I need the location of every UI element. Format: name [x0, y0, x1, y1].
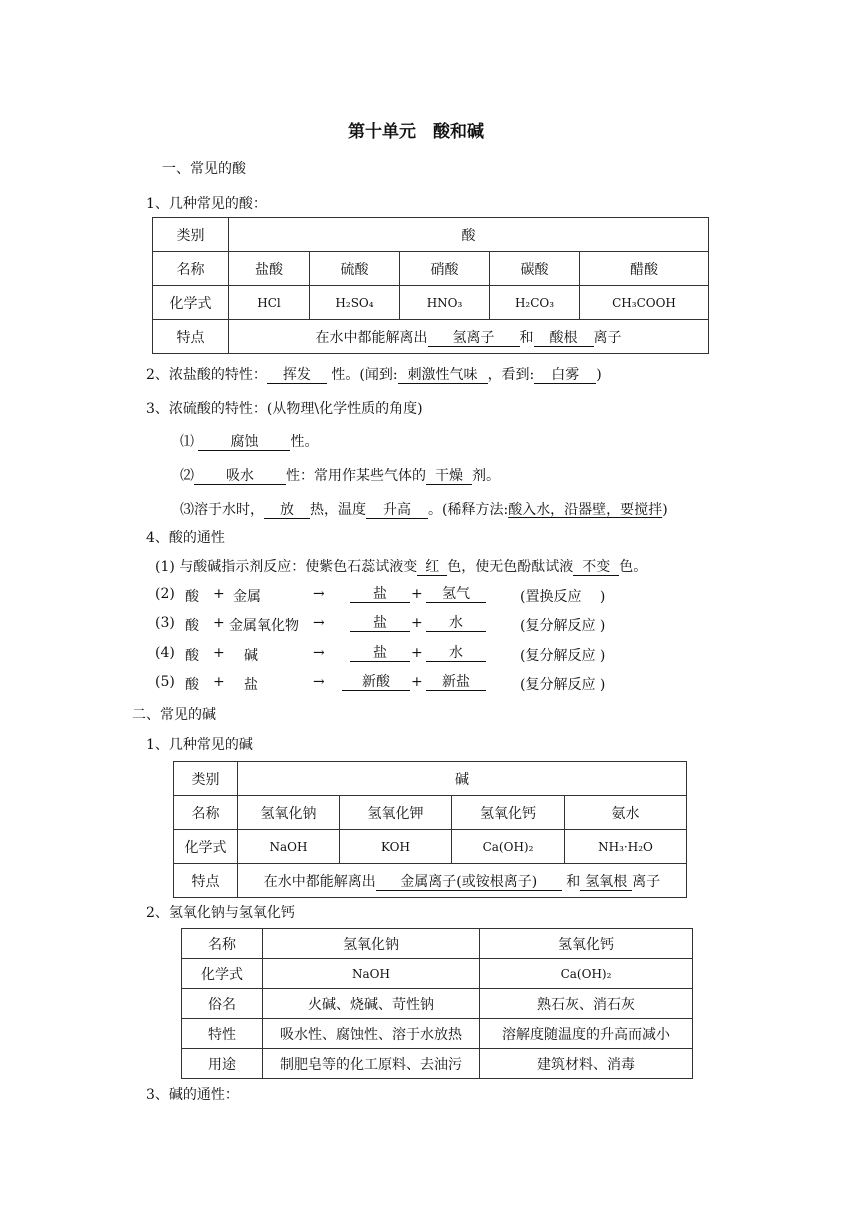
arrow-icon: → — [313, 586, 325, 602]
line-text: 色。 — [619, 559, 648, 575]
product-d: 水 — [426, 645, 486, 662]
indicator-reaction — [155, 556, 647, 576]
answer-blank: 腐蚀 — [198, 434, 290, 451]
acid-name-cell: 硫酸 — [310, 252, 400, 286]
compare-cell: 吸水性、腐蚀性、溶于水放热 — [263, 1019, 480, 1049]
answer-blank: 酸根 — [534, 330, 594, 347]
reaction-number: (3) — [155, 615, 175, 631]
answer-blank: 金属离子(或铵根离子) — [376, 874, 562, 891]
plus-sign: + — [411, 615, 423, 631]
answer-blank: 挥发 — [267, 367, 327, 384]
acid-name-cell: 盐酸 — [229, 252, 310, 286]
reaction-number: (2) — [155, 586, 175, 602]
feature-text: 在水中都能解离出 — [315, 329, 428, 346]
reactant-a: 酸 — [185, 589, 199, 605]
h2so4-heading: 3、浓硫酸的特性：(从物理\化学性质的角度) — [146, 401, 423, 417]
acid-formula-cell: H₂CO₃ — [490, 286, 580, 320]
product-d: 新盐 — [426, 674, 486, 691]
product-c: 盐 — [350, 615, 410, 632]
naoh-caoh2-table — [181, 928, 693, 1079]
answer-blank: 吸水 — [194, 468, 286, 485]
base-formula-cell: NaOH — [238, 830, 340, 864]
line-text: 性。(闻到: — [331, 367, 398, 383]
line-text: 性：常用作某些气体的 — [286, 468, 426, 484]
h2so4-point-3 — [180, 499, 668, 519]
reactant-b: 碱 — [244, 648, 258, 664]
compare-row-label: 化学式 — [182, 959, 263, 989]
reactant-a: 酸 — [185, 648, 199, 664]
line-text: ，看到: — [487, 367, 535, 383]
reactant-b: 金属氧化物 — [229, 618, 299, 634]
line-text: ) — [596, 367, 602, 383]
answer-blank: 干燥 — [426, 468, 472, 485]
acid-formula-cell: H₂SO₄ — [310, 286, 400, 320]
plus-sign: + — [411, 674, 423, 690]
line-text: ) — [662, 502, 668, 518]
compare-header: 氢氧化钠 — [263, 929, 480, 959]
base-formula-cell: KOH — [340, 830, 452, 864]
hcl-properties — [146, 364, 602, 384]
line-text: ⑴ — [180, 434, 194, 450]
reactant-a: 酸 — [185, 618, 199, 634]
reactant-a: 酸 — [185, 677, 199, 693]
base-table-name-label: 名称 — [174, 796, 238, 830]
plus-sign: + — [411, 645, 423, 661]
plus-sign: + — [213, 615, 225, 631]
page-title: 第十单元 酸和碱 — [348, 122, 484, 142]
compare-row-label: 特性 — [182, 1019, 263, 1049]
line-text: 2、浓盐酸的特性： — [146, 367, 267, 383]
acid-table-feature — [229, 320, 709, 354]
feature-text: 和 — [519, 329, 534, 346]
feature-text: 和 — [566, 873, 581, 890]
acid-general-properties-heading: 4、酸的通性 — [146, 530, 225, 546]
reactant-b: 金属 — [233, 589, 261, 605]
answer-blank: 氢氧根 — [580, 874, 632, 891]
compare-cell: NaOH — [263, 959, 480, 989]
answer-blank: 白雾 — [534, 367, 596, 384]
base-table-feature-label: 特点 — [174, 864, 238, 898]
arrow-icon: → — [313, 674, 325, 690]
plus-sign: + — [213, 586, 225, 602]
line-text: 剂。 — [472, 468, 500, 484]
acids-subheading-1: 1、几种常见的酸： — [146, 196, 267, 212]
acid-formula-cell: HCl — [229, 286, 310, 320]
acid-table-name-label: 名称 — [153, 252, 229, 286]
line-text: 性。 — [290, 434, 319, 450]
compare-cell: 溶解度随温度的升高而减小 — [480, 1019, 693, 1049]
acid-name-cell: 硝酸 — [400, 252, 490, 286]
section-bases-heading: 二、常见的碱 — [132, 707, 216, 723]
reaction-type: (置换反应 ) — [520, 589, 606, 605]
acid-table — [152, 217, 709, 354]
reactant-b: 盐 — [244, 677, 258, 693]
compare-header: 氢氧化钙 — [480, 929, 693, 959]
answer-blank: 刺激性气味 — [398, 367, 488, 384]
h2so4-point-2 — [180, 465, 500, 485]
plus-sign: + — [213, 645, 225, 661]
feature-text: 离子 — [632, 873, 661, 890]
answer-blank: 红 — [417, 559, 447, 576]
acid-formula-cell: CH₃COOH — [580, 286, 709, 320]
acid-name-cell: 碳酸 — [490, 252, 580, 286]
answer-blank: 放 — [264, 502, 310, 519]
compare-row-label: 用途 — [182, 1049, 263, 1079]
compare-cell: 熟石灰、消石灰 — [480, 989, 693, 1019]
product-d: 水 — [426, 615, 486, 632]
product-c: 盐 — [350, 586, 410, 603]
bases-subheading-1: 1、几种常见的碱 — [146, 737, 253, 753]
line-text: (1) 与酸碱指示剂反应：使紫色石蕊试液变 — [155, 559, 418, 575]
line-text: ⑶溶于水时， — [180, 502, 264, 518]
compare-cell: 火碱、烧碱、苛性钠 — [263, 989, 480, 1019]
base-formula-cell: Ca(OH)₂ — [452, 830, 565, 864]
line-text: 热，温度 — [310, 502, 366, 518]
base-table-formula-label: 化学式 — [174, 830, 238, 864]
line-text: 。(稀释方法: — [428, 502, 509, 518]
base-table-category-label: 类别 — [174, 762, 238, 796]
plus-sign: + — [213, 674, 225, 690]
acid-name-cell: 醋酸 — [580, 252, 709, 286]
reaction-number: (5) — [155, 674, 175, 690]
bases-subheading-2: 2、氢氧化钠与氢氧化钙 — [146, 905, 295, 921]
answer-blank: 酸入水，沿器壁，要搅拌 — [508, 502, 663, 518]
line-text: 色，使无色酚酞试液 — [447, 559, 574, 575]
feature-text: 离子 — [593, 329, 622, 346]
arrow-icon: → — [313, 645, 325, 661]
acid-table-category-value: 酸 — [229, 218, 709, 252]
product-c: 新酸 — [342, 674, 410, 691]
compare-cell: Ca(OH)₂ — [480, 959, 693, 989]
reaction-type: (复分解反应 ) — [520, 618, 606, 634]
product-c: 盐 — [350, 645, 410, 662]
base-formula-cell: NH₃·H₂O — [565, 830, 687, 864]
answer-blank: 升高 — [366, 502, 428, 519]
compare-row-label: 俗名 — [182, 989, 263, 1019]
acid-formula-cell: HNO₃ — [400, 286, 490, 320]
feature-text: 在水中都能解离出 — [263, 873, 376, 890]
compare-header: 名称 — [182, 929, 263, 959]
acid-table-feature-label: 特点 — [153, 320, 229, 354]
h2so4-point-1 — [180, 431, 318, 451]
compare-cell: 制肥皂等的化工原料、去油污 — [263, 1049, 480, 1079]
base-name-cell: 氢氧化钠 — [238, 796, 340, 830]
compare-cell: 建筑材料、消毒 — [480, 1049, 693, 1079]
base-table-category-value: 碱 — [238, 762, 687, 796]
bases-subheading-3: 3、碱的通性： — [146, 1087, 239, 1103]
reaction-type: (复分解反应 ) — [520, 677, 606, 693]
answer-blank: 氢离子 — [428, 330, 520, 347]
line-text: ⑵ — [180, 468, 194, 484]
base-name-cell: 氢氧化钾 — [340, 796, 452, 830]
acid-table-formula-label: 化学式 — [153, 286, 229, 320]
product-d: 氢气 — [426, 586, 486, 603]
answer-blank: 不变 — [573, 559, 619, 576]
base-table-feature — [238, 864, 687, 898]
arrow-icon: → — [313, 615, 325, 631]
reaction-number: (4) — [155, 645, 175, 661]
base-table — [173, 761, 687, 898]
plus-sign: + — [411, 586, 423, 602]
section-acids-heading: 一、常见的酸 — [162, 161, 246, 177]
acid-table-category-label: 类别 — [153, 218, 229, 252]
base-name-cell: 氨水 — [565, 796, 687, 830]
reaction-type: (复分解反应 ) — [520, 648, 606, 664]
base-name-cell: 氢氧化钙 — [452, 796, 565, 830]
